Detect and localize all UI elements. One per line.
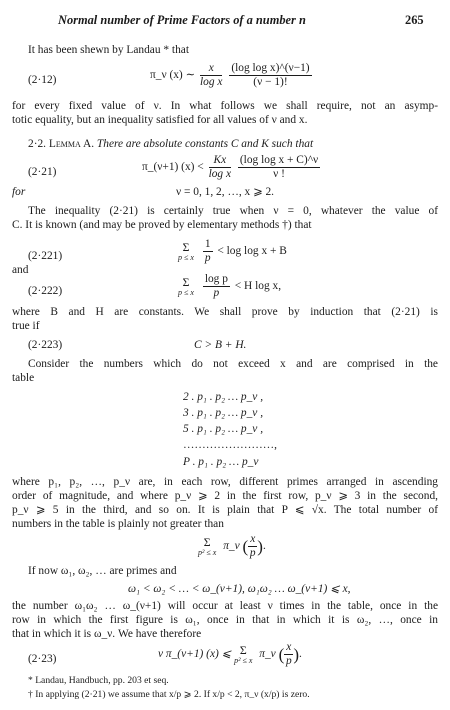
equation-lhs: π_ν (x) ∼: [150, 69, 196, 82]
text-line: numbers in the table is plainly not greater than: [12, 518, 224, 530]
equation-2-21: [142, 154, 322, 181]
numerator: (log log x + C)^ν: [239, 154, 319, 166]
numerator: Kx: [209, 154, 231, 168]
denominator: p: [249, 547, 256, 559]
text-line: the number ω₁ω₂ … ω_(ν+1) will occur at least ν times in the table, once in the: [12, 600, 438, 612]
numerator: x: [250, 533, 256, 545]
text-line: The inequality (2·21) is certainly true when ν = 0, whatever the value of: [28, 205, 438, 217]
fraction: [200, 62, 222, 89]
sum-range: p² ≤ x: [234, 656, 253, 665]
running-head-title: Normal number of Prime Factors of a number n: [58, 13, 306, 27]
equation-label: (2·221): [28, 250, 63, 262]
fraction: [229, 62, 311, 89]
fraction: [203, 273, 230, 300]
condition: ν = 0, 1, 2, …, x ⩾ 2.: [176, 186, 275, 198]
equation-2-12: [150, 62, 314, 89]
sum-range: p ≤ x: [178, 288, 194, 297]
for-word: for: [12, 186, 26, 198]
text-line: If now ω₁, ω₂, … are primes and: [28, 565, 177, 577]
equation-2-23: [158, 641, 302, 668]
and-word: and: [12, 264, 29, 276]
denominator: log x: [199, 76, 223, 88]
equation-2-223: C > B + H.: [194, 339, 247, 351]
equation-label: (2·21): [28, 166, 57, 178]
sum-range: p ≤ x: [178, 253, 194, 262]
lemma-statement: There are absolute constants C and K such that: [96, 138, 314, 150]
fraction: [238, 154, 320, 181]
page-number: 265: [405, 13, 424, 27]
equation-rhs: < log log x + B: [217, 245, 287, 258]
text-line: It has been shewn by Landau * that: [28, 44, 190, 56]
table-row: P . p₁ . p₂ … p_ν: [183, 456, 259, 468]
fraction: [209, 154, 231, 181]
sum-range: p² ≤ x: [198, 548, 217, 557]
sigma-symbol: Σ: [203, 535, 211, 549]
display-sum: [198, 533, 266, 560]
numerator: (log log x)^(ν−1): [231, 62, 310, 74]
display-inequality: ω₁ < ω₂ < … < ω_(ν+1), ω₁ω₂ … ω_(ν+1) ⩽ x,: [128, 583, 351, 595]
denominator: (ν − 1)!: [253, 76, 288, 88]
equation-label: (2·12): [28, 74, 57, 86]
section-number: 2·2.: [28, 138, 47, 150]
summation: [234, 644, 252, 665]
sigma-symbol: Σ: [182, 240, 190, 254]
sigma-symbol: Σ: [182, 275, 190, 289]
numerator: 1: [204, 238, 211, 250]
denominator: p: [204, 252, 211, 264]
text-line: Consider the numbers which do not exceed x and are comprised in the: [28, 358, 438, 370]
denominator: p: [285, 655, 292, 667]
lemma-heading: [28, 138, 313, 151]
pi-function: π_ν: [259, 648, 276, 661]
summation: [198, 536, 216, 557]
pi-function: π_ν: [223, 540, 240, 553]
lemma-title: Lemma A.: [48, 138, 95, 150]
fraction: [284, 641, 293, 668]
period: .: [262, 540, 266, 553]
denominator: ν !: [273, 168, 285, 180]
denominator: p: [213, 287, 220, 299]
text-line: table: [12, 372, 35, 384]
denominator: log x: [208, 168, 232, 180]
left-paren: (: [242, 537, 249, 556]
equation-lhs: ν π_(ν+1) (x) ⩽: [158, 648, 232, 661]
table-row: 3 . p₁ . p₂ … p_ν ,: [183, 407, 264, 419]
summation: [178, 276, 194, 297]
footnote: † In applying (2·21) we assume that x/p ⩾ 2. If x/p < 2, π_ν (x/p) is zero.: [28, 689, 310, 700]
fraction: [248, 533, 257, 560]
left-paren: (: [278, 645, 285, 664]
equation-label: (2·222): [28, 285, 63, 297]
numerator: x: [200, 62, 222, 76]
equation-lhs: π_(ν+1) (x) <: [142, 161, 204, 174]
text-line: that in which it is ω_ν. We have therefore: [12, 628, 202, 640]
table-row: 5 . p₁ . p₂ … p_ν ,: [183, 423, 264, 435]
text-line: C. It is known (and may be proved by elementary methods †) that: [12, 219, 312, 231]
footnote: * Landau, Handbuch, pp. 203 et seq.: [28, 675, 169, 686]
text-line: where p₁, p₂, …, p_ν are, in each row, different primes arranged in ascending: [12, 476, 438, 488]
equation-label: (2·223): [28, 339, 63, 351]
table-row: 2 . p₁ . p₂ … p_ν ,: [183, 391, 264, 403]
text-line: where B and H are constants. We shall prove by induction that (2·21) is: [12, 306, 438, 318]
numerator: x: [286, 641, 292, 653]
equation-label: (2·23): [28, 653, 57, 665]
right-paren: ): [293, 645, 300, 664]
period: .: [299, 648, 302, 661]
sigma-symbol: Σ: [239, 643, 247, 657]
numerator: log p: [204, 273, 228, 285]
text-line: order of magnitude, and where p_ν ⩾ 2 in the first row, p_ν ⩾ 3 in the second,: [12, 490, 438, 502]
summation: [178, 241, 194, 262]
fraction: [203, 238, 213, 265]
text-line: for every fixed value of ν. In what follows we shall require, not an asymp-: [12, 100, 438, 112]
text-line: p_ν ⩾ 5 in the third, and so on. It is plain that P ⩽ √x. The total number of: [12, 504, 438, 516]
text-line: totic equality, but an inequality satisfied for all values of ν and x.: [12, 114, 308, 126]
equation-rhs: < H log x,: [234, 280, 282, 293]
right-paren: ): [257, 537, 263, 556]
equation-2-221: [178, 238, 287, 265]
text-line: true if: [12, 320, 40, 332]
table-row: ……………………,: [183, 439, 277, 451]
equation-2-222: [178, 273, 281, 300]
text-line: row in which the first figure is ω₁, once in that in which it is ω₂, …, once in: [12, 614, 438, 626]
